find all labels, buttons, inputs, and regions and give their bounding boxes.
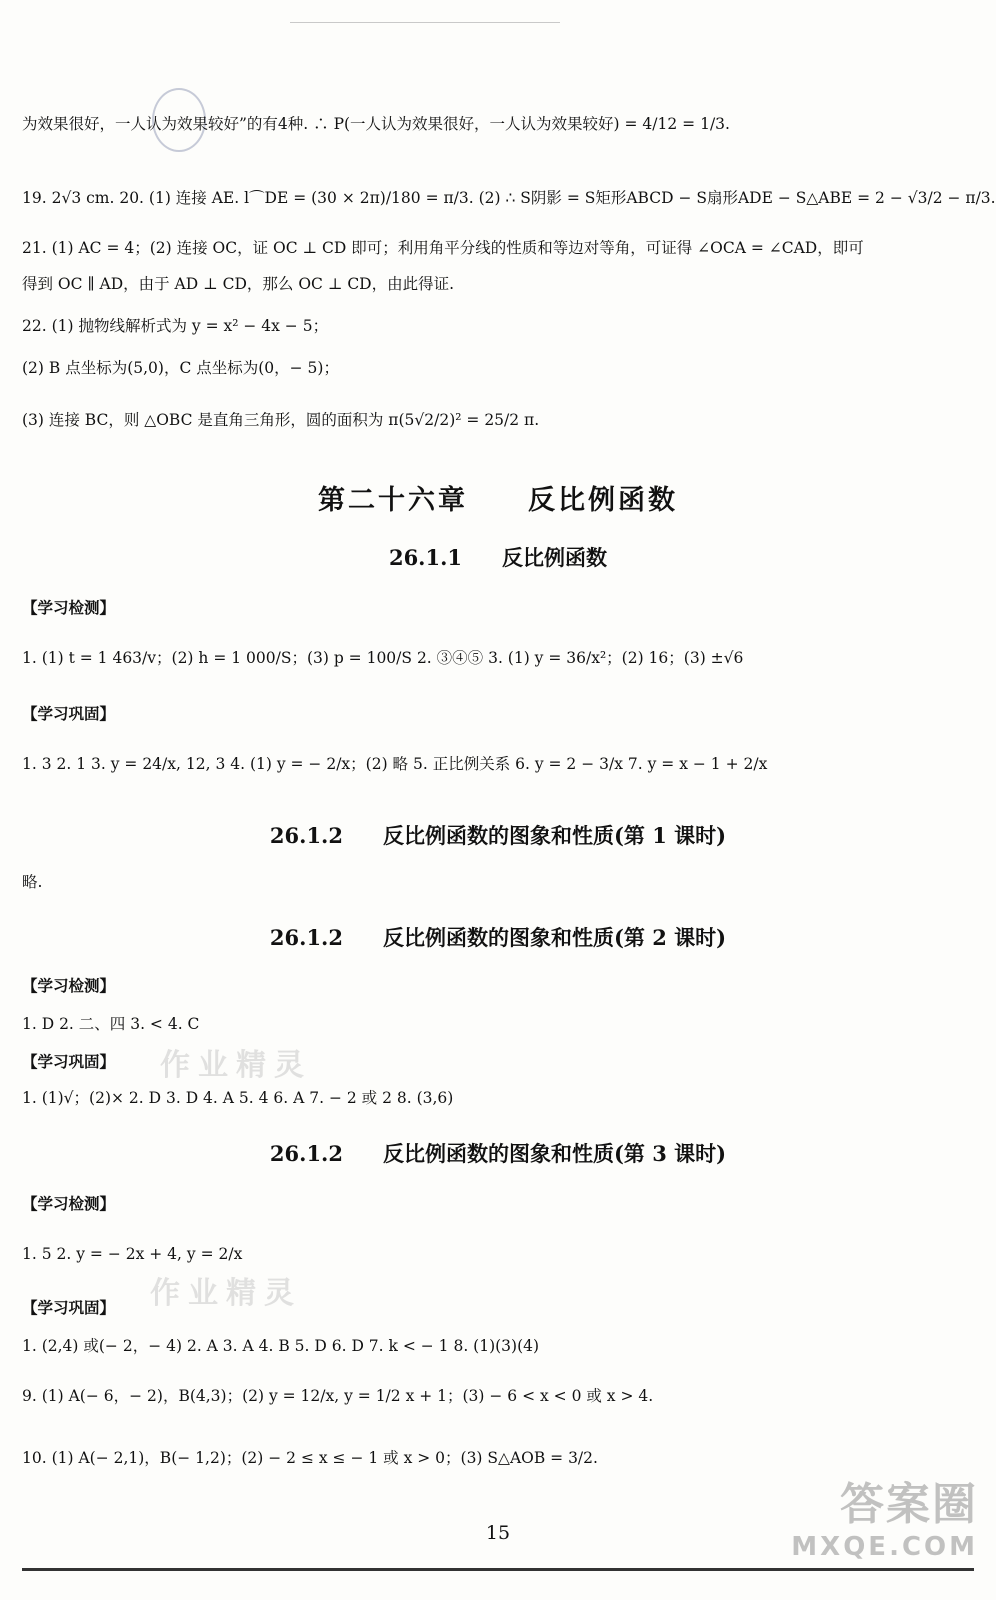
block-label: 【学习巩固】 (22, 1298, 116, 1317)
answer-line: 1. 5 2. y = − 2x + 4, y = 2/x (22, 1245, 243, 1263)
answer-line: 10. (1) A(− 2,1)，B(− 1,2)；(2) − 2 ≤ x ≤ − 1 或 x > 0；(3) S△AOB = 3/2. (22, 1449, 598, 1467)
section-heading (0, 820, 996, 850)
section-title: 反比例函数 (502, 545, 608, 570)
answer-line: (3) 连接 BC，则 △OBC 是直角三角形，圆的面积为 π(5√2/2)² = 25/2 π. (22, 411, 540, 429)
logo-url: MXQE.COM (791, 1532, 978, 1562)
answer-line: 1. (2,4) 或(− 2，− 4) 2. A 3. A 4. B 5. D 6. D 7. k < − 1 8. (1)(3)(4) (22, 1337, 540, 1355)
answer-line: 1. D 2. 二、四 3. < 4. C (22, 1015, 200, 1033)
chapter-title: 第二十六章 (318, 485, 468, 516)
answer-line: (2) B 点坐标为(5,0)，C 点坐标为(0，− 5)； (22, 359, 339, 377)
answer-line: 1. 3 2. 1 3. y = 24/x, 12, 3 4. (1) y = − 2/x；(2) 略 5. 正比例关系 6. y = 2 − 3/x 7. y = x − 1 + 2/x (22, 755, 768, 773)
answer-line: 19. 2√3 cm. 20. (1) 连接 AE. l⌒DE = (30 × 2π)/180 = π/3. (2) ∴ S阴影 = S矩形ABCD − S扇形ADE − S△ABE = 2 − √3/2 − π/3. (22, 189, 996, 207)
watermark: 作业精灵 (150, 1276, 302, 1311)
section-number: 26.1.2 (269, 1141, 343, 1166)
logo-text: 答案圈 (840, 1479, 978, 1530)
header-rule (290, 22, 560, 23)
answer-line: 为效果很好，一人认为效果较好”的有4种. ∴ P(一人认为效果很好，一人认为效果较好) = 4/12 = 1/3. (22, 115, 730, 133)
block-label: 【学习巩固】 (22, 1052, 116, 1071)
section-number: 26.1.1 (388, 545, 463, 570)
answer-line: 22. (1) 抛物线解析式为 y = x² − 4x − 5； (22, 317, 329, 335)
section-title: 反比例函数的图象和性质(第 2 课时) (382, 925, 727, 950)
section-heading (0, 922, 996, 952)
chapter-name: 反比例函数 (528, 485, 678, 516)
section-heading (0, 1138, 996, 1168)
answer-line: 1. (1) t = 1 463/v；(2) h = 1 000/S；(3) p = 100/S 2. ③④⑤ 3. (1) y = 36/x²；(2) 16；(3) ±√6 (22, 649, 744, 667)
answer-line: 略. (22, 873, 43, 891)
answer-line: 得到 OC ∥ AD，由于 AD ⊥ CD，那么 OC ⊥ CD，由此得证. (22, 275, 455, 293)
section-title: 反比例函数的图象和性质(第 1 课时) (382, 823, 727, 848)
block-label: 【学习巩固】 (22, 704, 116, 723)
block-label: 【学习检测】 (22, 1194, 116, 1213)
site-logo (791, 1468, 978, 1562)
footer-rule (22, 1568, 974, 1571)
block-label: 【学习检测】 (22, 598, 116, 617)
answer-line: 9. (1) A(− 6，− 2)，B(4,3)；(2) y = 12/x, y = 1/2 x + 1；(3) − 6 < x < 0 或 x > 4. (22, 1387, 654, 1405)
section-title: 反比例函数的图象和性质(第 3 课时) (382, 1141, 727, 1166)
block-label: 【学习检测】 (22, 976, 116, 995)
section-number: 26.1.2 (269, 823, 343, 848)
chapter-heading (0, 478, 996, 517)
page-number: 15 (485, 1522, 511, 1544)
answer-line: 1. (1)√；(2)× 2. D 3. D 4. A 5. 4 6. A 7. − 2 或 2 8. (3,6) (22, 1089, 454, 1107)
section-heading (0, 542, 996, 572)
watermark: 作业精灵 (160, 1048, 312, 1083)
answer-line: 21. (1) AC = 4；(2) 连接 OC，证 OC ⊥ CD 即可；利用角平分线的性质和等边对等角，可证得 ∠OCA = ∠CAD，即可 (22, 239, 864, 257)
section-number: 26.1.2 (269, 925, 343, 950)
